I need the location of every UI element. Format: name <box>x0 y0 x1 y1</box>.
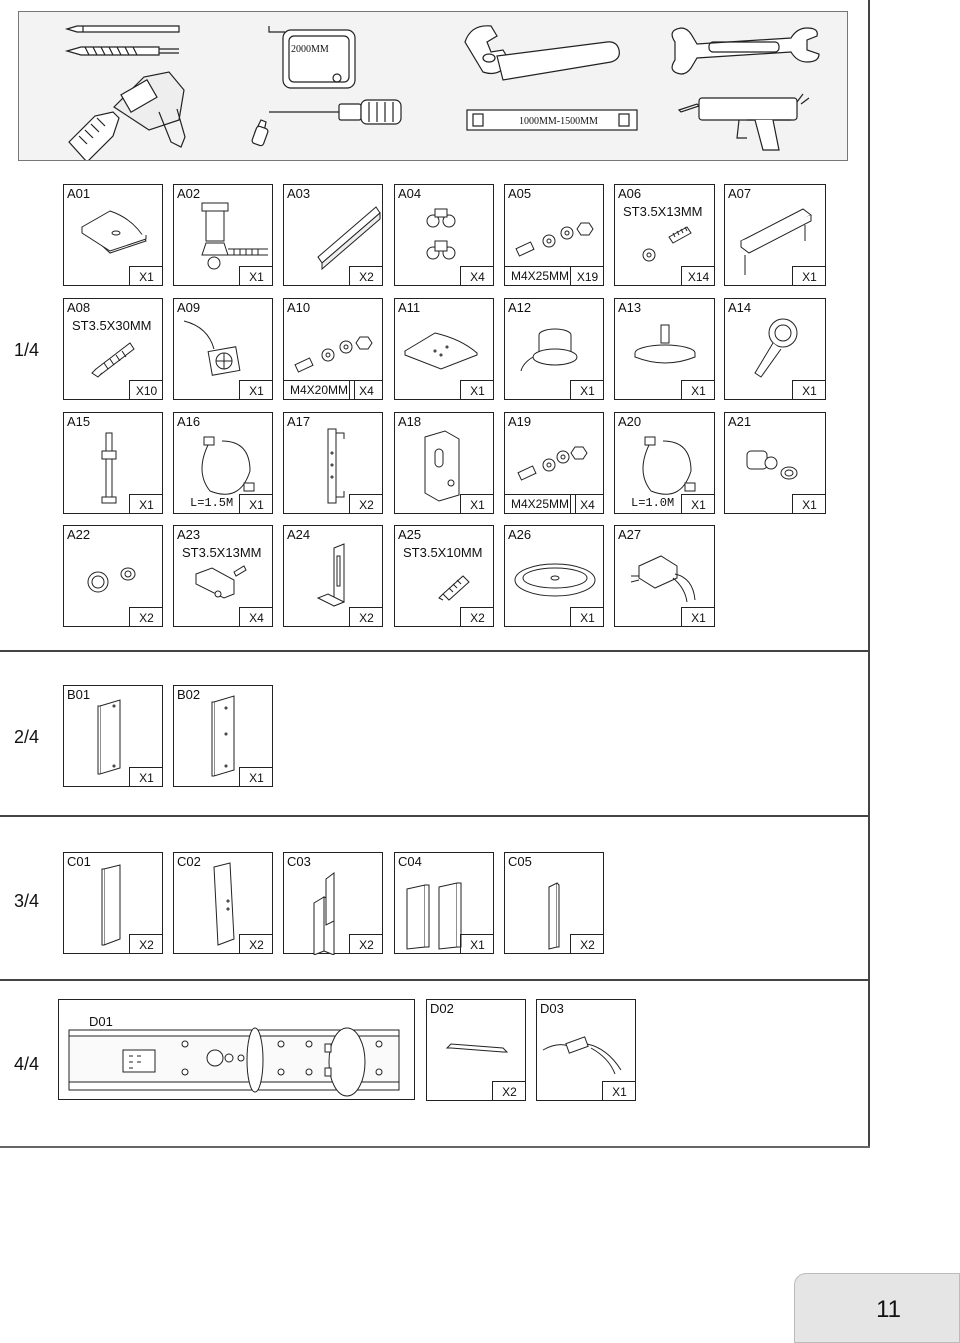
part-a22 <box>63 525 163 627</box>
part-spec: ST3.5X13MM <box>623 204 703 219</box>
part-spec: ST3.5X10MM <box>403 545 483 560</box>
part-quantity: X1 <box>570 380 604 400</box>
spanner-icon <box>672 28 819 74</box>
part-code: A22 <box>67 527 91 542</box>
part-quantity: X1 <box>239 380 273 400</box>
part-code: A26 <box>508 527 532 542</box>
section-divider-2 <box>0 815 868 817</box>
part-a14 <box>724 298 826 400</box>
section-label-1: 1/4 <box>14 340 40 360</box>
part-a25 <box>394 525 494 627</box>
part-code: C04 <box>398 854 422 869</box>
part-quantity: X1 <box>681 380 715 400</box>
page-number: 11 <box>876 1296 901 1323</box>
part-a02 <box>173 184 273 286</box>
section-label-3: 3/4 <box>14 891 40 911</box>
part-a07 <box>724 184 826 286</box>
part-a01 <box>63 184 163 286</box>
part-code: A11 <box>398 300 421 315</box>
part-code: A07 <box>728 186 752 201</box>
part-code: D02 <box>430 1001 454 1016</box>
part-code: A17 <box>287 414 311 429</box>
caulking-gun-icon <box>679 94 809 150</box>
part-a06 <box>614 184 715 286</box>
part-quantity: X1 <box>792 494 826 514</box>
part-code: A27 <box>618 527 642 542</box>
section-label-2: 2/4 <box>14 727 40 747</box>
part-c05 <box>504 852 604 954</box>
part-code: A23 <box>177 527 201 542</box>
part-quantity: X1 <box>460 934 494 954</box>
part-a27 <box>614 525 715 627</box>
part-quantity: X19 <box>570 266 604 286</box>
section-divider-1 <box>0 650 868 652</box>
part-c04 <box>394 852 494 954</box>
awl-icon <box>251 120 268 147</box>
part-code: A03 <box>287 186 311 201</box>
part-b01 <box>63 685 163 787</box>
part-code: A09 <box>177 300 201 315</box>
part-a17 <box>283 412 383 514</box>
part-code: B02 <box>177 687 201 702</box>
spirit-level-label: 1000MM-1500MM <box>519 116 598 127</box>
part-code: C02 <box>177 854 201 869</box>
part-quantity: X1 <box>681 607 715 627</box>
part-quantity: X2 <box>349 934 383 954</box>
part-quantity: X2 <box>239 934 273 954</box>
part-quantity: X1 <box>239 767 273 787</box>
part-quantity: X1 <box>239 266 273 286</box>
part-code: A24 <box>287 527 311 542</box>
part-spec: ST3.5X30MM <box>72 318 152 333</box>
part-b02 <box>173 685 273 787</box>
part-code: A04 <box>398 186 422 201</box>
part-code: B01 <box>67 687 91 702</box>
part-quantity: X1 <box>602 1081 636 1101</box>
part-quantity: X4 <box>239 607 273 627</box>
part-code: A15 <box>67 414 91 429</box>
part-code: D01 <box>89 1014 113 1029</box>
adjustable-wrench-icon <box>465 26 619 80</box>
part-code: A14 <box>728 300 752 315</box>
drill-bit-icon <box>67 47 179 55</box>
part-quantity: X2 <box>492 1081 526 1101</box>
part-a05 <box>504 184 604 286</box>
part-spec: ST3.5X13MM <box>182 545 262 560</box>
part-a18 <box>394 412 494 514</box>
part-quantity: X1 <box>460 380 494 400</box>
part-d02 <box>426 999 526 1101</box>
part-a09 <box>173 298 273 400</box>
part-quantity: X2 <box>570 934 604 954</box>
part-quantity: X1 <box>129 494 163 514</box>
part-code: A19 <box>508 414 532 429</box>
part-code: D03 <box>540 1001 564 1016</box>
part-quantity: X2 <box>129 607 163 627</box>
part-quantity: X1 <box>792 266 826 286</box>
part-d01 <box>58 999 415 1100</box>
part-a03 <box>283 184 383 286</box>
tape-measure-icon <box>269 26 355 88</box>
part-d03 <box>536 999 636 1101</box>
part-quantity: X2 <box>129 934 163 954</box>
part-a13 <box>614 298 715 400</box>
part-code: A08 <box>67 300 91 315</box>
part-a08 <box>63 298 163 400</box>
part-code: A06 <box>618 186 642 201</box>
pencil-icon <box>67 26 179 32</box>
part-a20 <box>614 412 715 514</box>
part-dimension: M4X25MM <box>505 266 575 285</box>
part-code: A12 <box>508 300 532 315</box>
part-c01 <box>63 852 163 954</box>
part-dimension: M4X20MM <box>284 380 355 399</box>
tools-illustration <box>19 12 847 160</box>
screwdriver-icon <box>269 100 401 124</box>
part-quantity: X2 <box>349 266 383 286</box>
section-label-4: 4/4 <box>14 1054 40 1074</box>
tape-measure-label: 2000MM <box>291 44 329 55</box>
part-a19 <box>504 412 604 514</box>
part-code: C03 <box>287 854 311 869</box>
part-a26 <box>504 525 604 627</box>
part-quantity: X1 <box>570 607 604 627</box>
part-quantity: X10 <box>129 380 163 400</box>
tools-panel <box>18 11 848 161</box>
part-a24 <box>283 525 383 627</box>
part-quantity: X1 <box>129 767 163 787</box>
part-quantity: X1 <box>460 494 494 514</box>
part-code: A18 <box>398 414 422 429</box>
part-a10 <box>283 298 383 400</box>
part-dimension: M4X25MM <box>505 494 576 513</box>
frame-bottom-line <box>0 1146 870 1148</box>
page-number-tab <box>794 1273 960 1343</box>
part-quantity: X1 <box>129 266 163 286</box>
part-code: A25 <box>398 527 422 542</box>
part-code: A01 <box>67 186 91 201</box>
part-c02 <box>173 852 273 954</box>
part-a23 <box>173 525 273 627</box>
part-code: A20 <box>618 414 642 429</box>
part-a21 <box>724 412 826 514</box>
part-quantity: X2 <box>349 494 383 514</box>
part-quantity: X2 <box>460 607 494 627</box>
part-code: C01 <box>67 854 91 869</box>
part-a04 <box>394 184 494 286</box>
part-c03 <box>283 852 383 954</box>
part-a12 <box>504 298 604 400</box>
part-quantity: X4 <box>570 494 604 514</box>
part-quantity: X2 <box>349 607 383 627</box>
part-quantity: X1 <box>239 494 273 514</box>
part-a16 <box>173 412 273 514</box>
part-code: A13 <box>618 300 642 315</box>
part-code: A16 <box>177 414 201 429</box>
part-quantity: X1 <box>681 494 715 514</box>
part-dimension: L=1.0M <box>631 496 675 510</box>
part-code: A10 <box>287 300 311 315</box>
power-drill-icon <box>69 72 185 160</box>
part-a15 <box>63 412 163 514</box>
part-a11 <box>394 298 494 400</box>
part-code: A02 <box>177 186 201 201</box>
part-quantity: X1 <box>792 380 826 400</box>
part-code: A21 <box>728 414 752 429</box>
section-divider-3 <box>0 979 868 981</box>
part-quantity: X14 <box>681 266 715 286</box>
part-code: C05 <box>508 854 532 869</box>
part-dimension: L=1.5M <box>190 496 234 510</box>
part-quantity: X4 <box>349 380 383 400</box>
part-quantity: X4 <box>460 266 494 286</box>
part-code: A05 <box>508 186 532 201</box>
